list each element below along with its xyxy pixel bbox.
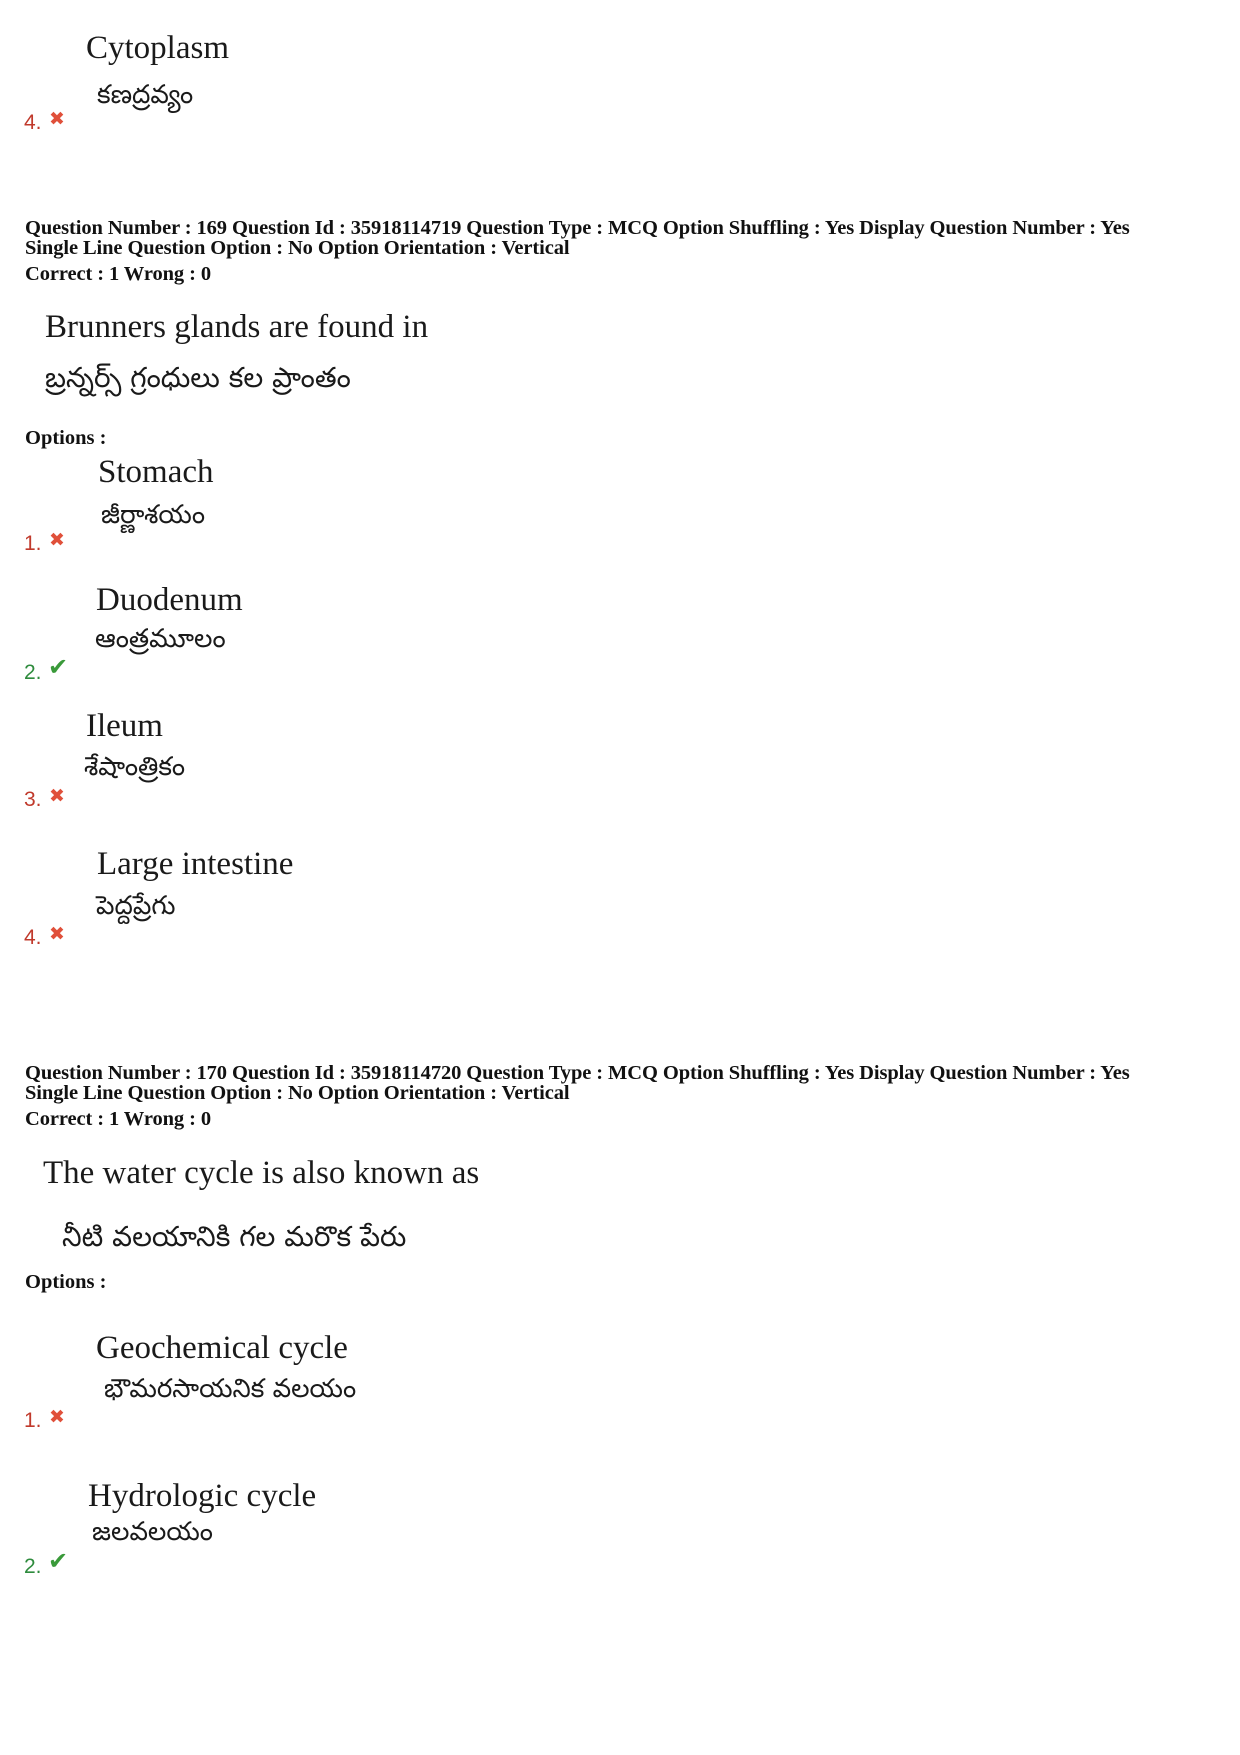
question-telugu-text: బ్రన్నర్స్ గ్రంధులు కల ప్రాంతం <box>45 361 351 394</box>
option-number: 4. <box>24 111 42 134</box>
option-telugu-text: భౌమరసాయనిక వలయం <box>104 1374 357 1404</box>
option-number: 2. <box>24 1555 42 1578</box>
option-1 <box>0 1330 600 1460</box>
cross-icon: ✖ <box>49 785 65 807</box>
option-number: 2. <box>24 661 42 684</box>
question-meta-line2: Single Line Question Option : No Option Orientation : Vertical <box>25 237 570 259</box>
option-english-text: Large intestine <box>97 846 294 882</box>
option-english-text: Hydrologic cycle <box>88 1478 317 1514</box>
check-icon: ✔ <box>48 1547 69 1575</box>
cross-icon: ✖ <box>49 923 65 945</box>
options-label: Options : <box>25 427 107 449</box>
question-meta-line2: Single Line Question Option : No Option Orientation : Vertical <box>25 1082 570 1104</box>
option-number: 1. <box>24 1409 42 1432</box>
option-1 <box>0 454 600 584</box>
question-correct-wrong: Correct : 1 Wrong : 0 <box>25 263 211 285</box>
question-meta-line1: Question Number : 169 Question Id : 35918114719 Question Type : MCQ Option Shuffling : Yes Display Question Number : Yes <box>25 217 1130 239</box>
question-english-text: Brunners glands are found in <box>45 309 429 345</box>
question-meta-line1: Question Number : 170 Question Id : 35918114720 Question Type : MCQ Option Shuffling : Yes Display Question Number : Yes <box>25 1062 1130 1084</box>
question-english-text: The water cycle is also known as <box>43 1155 480 1191</box>
check-icon: ✔ <box>48 653 69 681</box>
option-telugu-text: పెద్దప్రేగు <box>96 891 176 921</box>
cross-icon: ✖ <box>49 1406 65 1428</box>
option-telugu-text: జీర్ణాశయం <box>101 500 206 530</box>
cross-icon: ✖ <box>49 529 65 551</box>
option-english-text: Geochemical cycle <box>96 1330 348 1366</box>
prev-option-4 <box>0 20 600 160</box>
option-number: 3. <box>24 788 42 811</box>
option-english-text: Cytoplasm <box>86 30 230 66</box>
option-2 <box>0 1478 600 1588</box>
question-telugu-text: నీటి వలయానికి గల మరొక పేరు <box>62 1220 407 1253</box>
option-4 <box>0 846 600 976</box>
option-english-text: Stomach <box>98 454 214 490</box>
option-english-text: Ileum <box>86 708 163 744</box>
cross-icon: ✖ <box>49 108 65 130</box>
option-3 <box>0 708 600 838</box>
option-number: 4. <box>24 926 42 949</box>
question-correct-wrong: Correct : 1 Wrong : 0 <box>25 1108 211 1130</box>
option-number: 1. <box>24 532 42 555</box>
option-telugu-text: ఆంత్రమూలం <box>95 624 226 654</box>
question-block <box>0 1063 1240 1583</box>
option-telugu-text: శేషాంత్రికం <box>84 752 186 782</box>
option-english-text: Duodenum <box>96 582 243 618</box>
options-label: Options : <box>25 1271 107 1293</box>
option-telugu-text: కణద్రవ్యం <box>97 80 194 110</box>
option-telugu-text: జలవలయం <box>92 1517 213 1547</box>
question-block <box>0 218 1240 978</box>
option-2 <box>0 582 600 712</box>
